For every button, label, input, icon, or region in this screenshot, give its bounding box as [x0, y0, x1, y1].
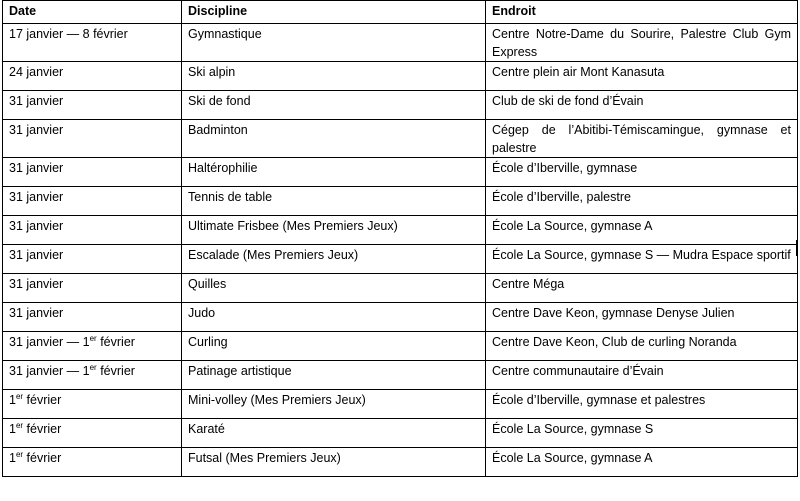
header-place: Endroit — [486, 1, 798, 24]
header-row — [3, 1, 798, 24]
discipline-cell: Curling — [182, 332, 486, 361]
discipline-cell: Escalade (Mes Premiers Jeux) — [182, 245, 486, 274]
table-row — [3, 158, 798, 187]
discipline-cell: Quilles — [182, 274, 486, 303]
discipline-cell: Futsal (Mes Premiers Jeux) — [182, 448, 486, 477]
date-cell: 31 janvier — [3, 187, 182, 216]
table-row — [3, 361, 798, 390]
discipline-cell: Judo — [182, 303, 486, 332]
table-row — [3, 91, 798, 120]
table-row — [3, 419, 798, 448]
date-text: 1 — [9, 451, 16, 465]
date-text: février — [23, 393, 62, 407]
date-text: 1 — [9, 393, 16, 407]
date-cell: 31 janvier — [3, 158, 182, 187]
date-cell: 17 janvier — 8 février — [3, 24, 182, 62]
ordinal-suffix: er — [15, 421, 24, 430]
table-row — [3, 390, 798, 419]
table-row — [3, 62, 798, 91]
header-date: Date — [3, 1, 182, 24]
place-cell: Club de ski de fond d’Évain — [486, 91, 798, 120]
table-row — [3, 120, 798, 158]
discipline-cell: Mini-volley (Mes Premiers Jeux) — [182, 390, 486, 419]
discipline-cell: Tennis de table — [182, 187, 486, 216]
date-cell — [3, 361, 182, 390]
date-cell: 31 janvier — [3, 120, 182, 158]
place-cell: École d’Iberville, gymnase — [486, 158, 798, 187]
date-cell: 31 janvier — [3, 216, 182, 245]
discipline-cell: Ski alpin — [182, 62, 486, 91]
place-cell: École d’Iberville, palestre — [486, 187, 798, 216]
table-row — [3, 274, 798, 303]
table-row — [3, 448, 798, 477]
table-row — [3, 303, 798, 332]
place-cell: École La Source, gymnase S — [486, 419, 798, 448]
date-cell — [3, 390, 182, 419]
header-discipline: Discipline — [182, 1, 486, 24]
place-cell: Centre communautaire d’Évain — [486, 361, 798, 390]
date-cell: 31 janvier — [3, 303, 182, 332]
place-cell: Centre Notre-Dame du Sourire, Palestre Club Gym Express — [486, 24, 798, 62]
date-text: 1 — [9, 422, 16, 436]
table-row — [3, 24, 798, 62]
discipline-cell: Patinage artistique — [182, 361, 486, 390]
place-cell: École La Source, gymnase A — [486, 216, 798, 245]
events-table — [2, 0, 798, 477]
date-cell — [3, 448, 182, 477]
date-cell — [3, 332, 182, 361]
ordinal-suffix: er — [89, 334, 97, 343]
place-cell: Centre Dave Keon, gymnase Denyse Julien — [486, 303, 798, 332]
date-text: février — [23, 422, 62, 436]
date-text: 31 janvier — 1 — [9, 364, 90, 378]
date-cell: 31 janvier — [3, 274, 182, 303]
date-text: 31 janvier — 1 — [9, 335, 90, 349]
discipline-cell: Karaté — [182, 419, 486, 448]
edge-mark — [796, 240, 797, 256]
table-row — [3, 187, 798, 216]
date-cell: 24 janvier — [3, 62, 182, 91]
ordinal-suffix: er — [89, 363, 97, 372]
discipline-cell: Ski de fond — [182, 91, 486, 120]
place-cell: Centre Dave Keon, Club de curling Noranda — [486, 332, 798, 361]
date-cell: 31 janvier — [3, 245, 182, 274]
discipline-cell: Haltérophilie — [182, 158, 486, 187]
date-cell: 31 janvier — [3, 91, 182, 120]
ordinal-suffix: er — [15, 392, 24, 401]
discipline-cell: Gymnastique — [182, 24, 486, 62]
ordinal-suffix: er — [15, 450, 24, 459]
place-cell: Cégep de l’Abitibi-Témiscamingue, gymnase et palestre — [486, 120, 798, 158]
date-cell — [3, 419, 182, 448]
place-cell: Centre Méga — [486, 274, 798, 303]
table-row — [3, 216, 798, 245]
place-cell: École La Source, gymnase A — [486, 448, 798, 477]
place-cell: École d’Iberville, gymnase et palestres — [486, 390, 798, 419]
discipline-cell: Badminton — [182, 120, 486, 158]
date-text: février — [23, 451, 62, 465]
place-cell: École La Source, gymnase S — Mudra Espace sportif — [486, 245, 798, 274]
date-text: février — [96, 364, 135, 378]
table-row — [3, 245, 798, 274]
place-cell: Centre plein air Mont Kanasuta — [486, 62, 798, 91]
table-row — [3, 332, 798, 361]
discipline-cell: Ultimate Frisbee (Mes Premiers Jeux) — [182, 216, 486, 245]
date-text: février — [96, 335, 135, 349]
